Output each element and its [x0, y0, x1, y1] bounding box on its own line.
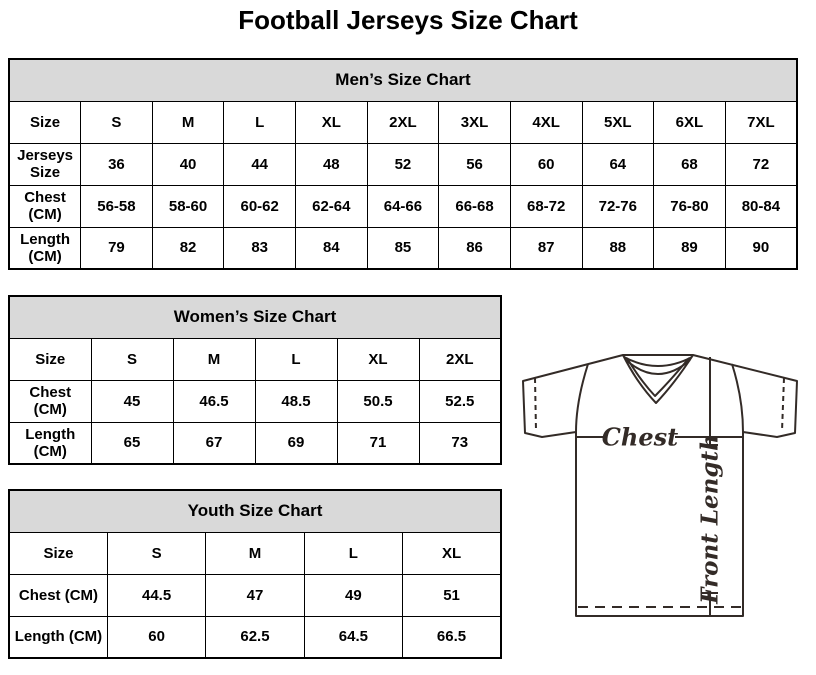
mens-table-title-row — [9, 59, 797, 101]
value-cell: 79 — [81, 227, 153, 269]
womens-table-title: Women’s Size Chart — [9, 296, 501, 338]
value-cell: 5XL — [582, 101, 654, 143]
value-cell: 76-80 — [654, 185, 726, 227]
table-row — [9, 574, 501, 616]
value-cell: 69 — [255, 422, 337, 464]
value-cell: 71 — [337, 422, 419, 464]
value-cell: 72 — [725, 143, 797, 185]
jersey-measurement-diagram — [510, 330, 810, 630]
value-cell: 86 — [439, 227, 511, 269]
value-cell: 56-58 — [81, 185, 153, 227]
value-cell: M — [173, 338, 255, 380]
mens-table-title: Men’s Size Chart — [9, 59, 797, 101]
value-cell: 83 — [224, 227, 296, 269]
row-header-cell: Length (CM) — [9, 422, 91, 464]
front-length-label: Front Length — [696, 434, 724, 604]
value-cell: 52 — [367, 143, 439, 185]
value-cell: 60-62 — [224, 185, 296, 227]
value-cell: 60 — [510, 143, 582, 185]
youth-table-title: Youth Size Chart — [9, 490, 501, 532]
value-cell: 2XL — [367, 101, 439, 143]
table-row — [9, 532, 501, 574]
value-cell: 50.5 — [337, 380, 419, 422]
value-cell: 89 — [654, 227, 726, 269]
row-header-cell: Size — [9, 338, 91, 380]
row-header-cell: Chest (CM) — [9, 574, 107, 616]
table-row — [9, 338, 501, 380]
value-cell: M — [206, 532, 304, 574]
value-cell: 49 — [304, 574, 402, 616]
row-header-cell: Size — [9, 101, 81, 143]
value-cell: 6XL — [654, 101, 726, 143]
mens-size-chart-table — [8, 58, 798, 270]
value-cell: 3XL — [439, 101, 511, 143]
value-cell: 62.5 — [206, 616, 304, 658]
value-cell: 44 — [224, 143, 296, 185]
value-cell: 45 — [91, 380, 173, 422]
jersey-left-cuff-dashed-line — [535, 378, 536, 431]
womens-table-title-row — [9, 296, 501, 338]
jersey-outline — [523, 355, 797, 616]
value-cell: 87 — [510, 227, 582, 269]
value-cell: 48 — [296, 143, 368, 185]
value-cell: 67 — [173, 422, 255, 464]
row-header-cell: Size — [9, 532, 107, 574]
value-cell: 64.5 — [304, 616, 402, 658]
row-header-cell: Length (CM) — [9, 227, 81, 269]
value-cell: 88 — [582, 227, 654, 269]
table-row — [9, 185, 797, 227]
value-cell: 47 — [206, 574, 304, 616]
value-cell: 72-76 — [582, 185, 654, 227]
value-cell: 62-64 — [296, 185, 368, 227]
value-cell: 44.5 — [107, 574, 205, 616]
value-cell: 46.5 — [173, 380, 255, 422]
value-cell: 7XL — [725, 101, 797, 143]
value-cell: S — [91, 338, 173, 380]
table-row — [9, 101, 797, 143]
womens-size-chart-table — [8, 295, 502, 465]
table-row — [9, 616, 501, 658]
value-cell: L — [304, 532, 402, 574]
value-cell: 58-60 — [152, 185, 224, 227]
value-cell: 73 — [419, 422, 501, 464]
value-cell: 66-68 — [439, 185, 511, 227]
table-row — [9, 227, 797, 269]
value-cell: XL — [296, 101, 368, 143]
value-cell: 56 — [439, 143, 511, 185]
page-title: Football Jerseys Size Chart — [238, 5, 578, 35]
value-cell: 68 — [654, 143, 726, 185]
value-cell: 60 — [107, 616, 205, 658]
jersey-right-cuff-dashed-line — [782, 378, 784, 431]
table-row — [9, 422, 501, 464]
value-cell: XL — [337, 338, 419, 380]
value-cell: S — [81, 101, 153, 143]
value-cell: 84 — [296, 227, 368, 269]
jersey-collar-arc-outer — [624, 357, 692, 366]
value-cell: 85 — [367, 227, 439, 269]
value-cell: M — [152, 101, 224, 143]
value-cell: 64-66 — [367, 185, 439, 227]
row-header-cell: Length (CM) — [9, 616, 107, 658]
value-cell: L — [255, 338, 337, 380]
value-cell: 51 — [403, 574, 501, 616]
value-cell: 90 — [725, 227, 797, 269]
value-cell: 65 — [91, 422, 173, 464]
value-cell: 2XL — [419, 338, 501, 380]
value-cell: 52.5 — [419, 380, 501, 422]
jersey-right-seam — [732, 364, 743, 432]
value-cell: 4XL — [510, 101, 582, 143]
value-cell: 68-72 — [510, 185, 582, 227]
chest-label: Chest — [601, 422, 679, 452]
value-cell: XL — [403, 532, 501, 574]
table-row — [9, 143, 797, 185]
row-header-cell: Jerseys Size — [9, 143, 81, 185]
value-cell: S — [107, 532, 205, 574]
value-cell: 40 — [152, 143, 224, 185]
value-cell: 64 — [582, 143, 654, 185]
value-cell: 66.5 — [403, 616, 501, 658]
youth-size-chart-table — [8, 489, 502, 659]
value-cell: 82 — [152, 227, 224, 269]
table-row — [9, 380, 501, 422]
value-cell: L — [224, 101, 296, 143]
jersey-left-seam — [576, 364, 588, 432]
value-cell: 80-84 — [725, 185, 797, 227]
row-header-cell: Chest (CM) — [9, 185, 81, 227]
value-cell: 36 — [81, 143, 153, 185]
value-cell: 48.5 — [255, 380, 337, 422]
youth-table-title-row — [9, 490, 501, 532]
row-header-cell: Chest (CM) — [9, 380, 91, 422]
